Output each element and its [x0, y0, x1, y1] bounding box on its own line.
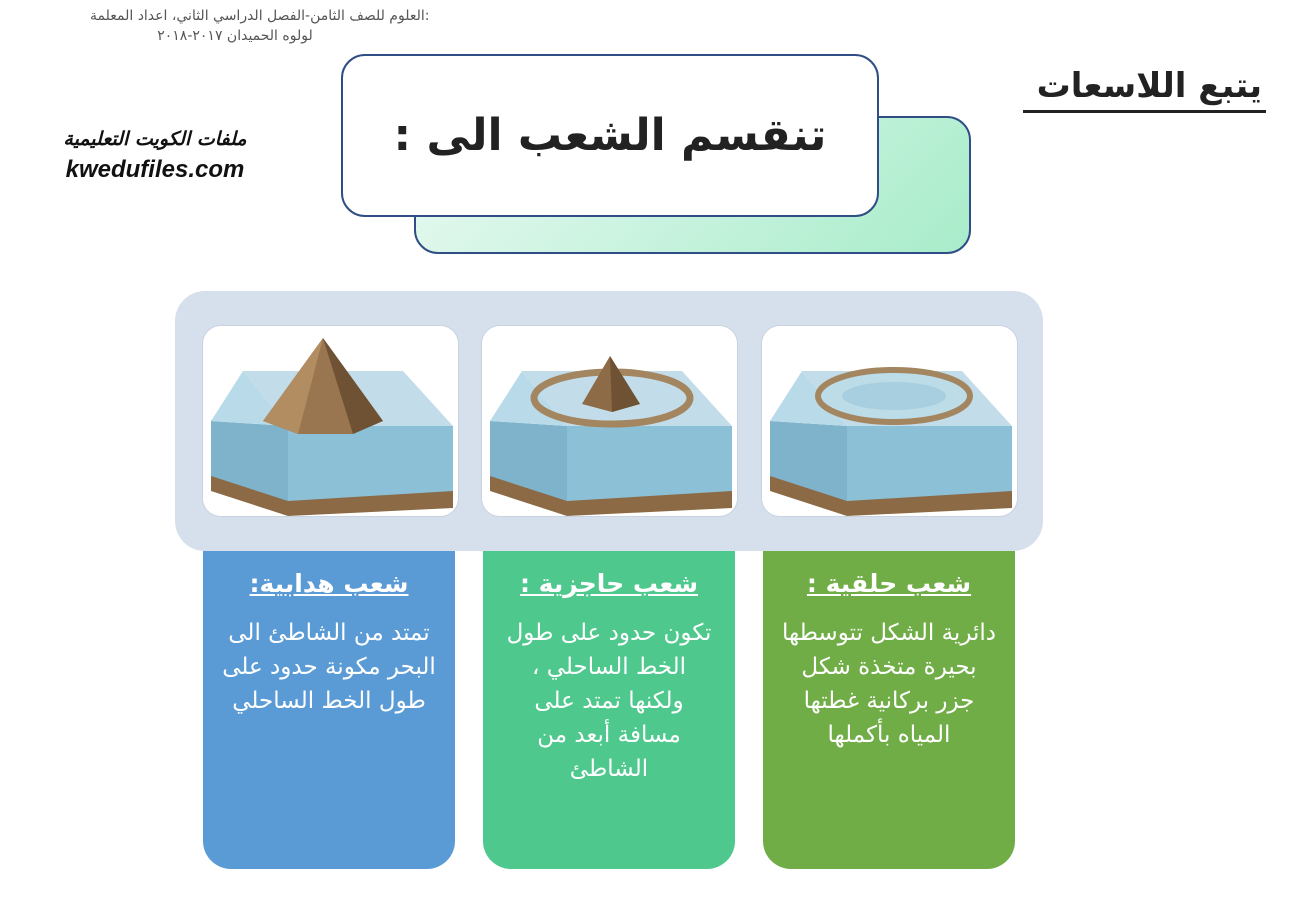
- header-line-2: لولوه الحميدان ٢٠١٧-٢٠١٨: [157, 28, 313, 44]
- fringing-reef-description: تمتد من الشاطئ الى البحر مكونة حدود على طول الخط الساحلي: [222, 620, 436, 714]
- header-line-1: العلوم للصف الثامن-الفصل الدراسي الثاني، اعداد المعلمة:: [90, 8, 430, 24]
- atoll-reef-heading: شعب حلقية :: [806, 569, 972, 598]
- document-header: [90, 6, 430, 46]
- illustrations-panel: [175, 291, 1043, 551]
- brand-english: kwedufiles.com: [65, 156, 245, 183]
- barrier-reef-card: [483, 551, 735, 869]
- barrier-reef-heading: شعب حاجزية :: [519, 569, 699, 598]
- barrier-reef-description: تكون حدود على طول الخط الساحلي ، ولكنها تمتد على مسافة أبعد من الشاطئ: [506, 620, 712, 782]
- fringing-reef-card: [203, 551, 455, 869]
- fringing-reef-heading: شعب هدابية:: [249, 569, 409, 598]
- brand-arabic: ملفات الكويت التعليمية: [63, 128, 247, 150]
- atoll-reef-illustration: [762, 326, 1017, 516]
- fringing-reef-illustration: [203, 326, 458, 516]
- barrier-reef-illustration: [482, 326, 737, 516]
- brand-block: [40, 128, 270, 184]
- atoll-reef-description: دائرية الشكل تتوسطها بحيرة متخذة شكل جزر بركانية غطتها المياه بأكملها: [781, 620, 997, 748]
- page-title: تنقسم الشعب الى :: [393, 110, 827, 161]
- title-box: [341, 54, 879, 217]
- topic-heading: يتبع اللاسعات: [1023, 66, 1266, 113]
- atoll-reef-card: [763, 551, 1015, 869]
